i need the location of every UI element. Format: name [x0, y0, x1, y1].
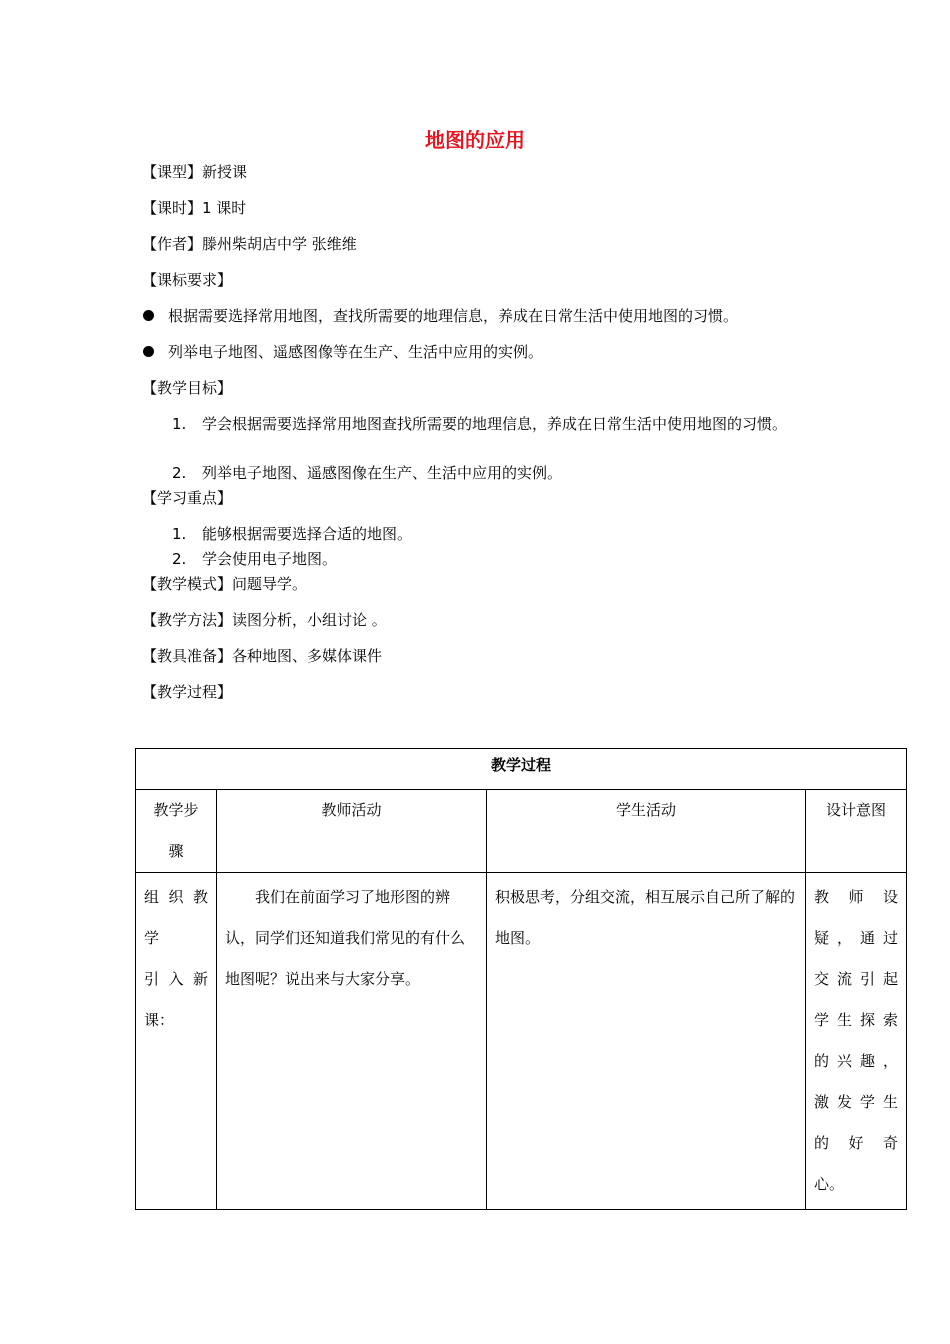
process-heading: 【教学过程】: [142, 683, 233, 701]
focus-number: 1.: [172, 525, 187, 543]
standard-item: [143, 305, 738, 327]
teacher-cell: [217, 873, 487, 1210]
goal-number: 1.: [172, 415, 187, 433]
step-cell: [136, 873, 217, 1210]
table-title: 教学过程: [491, 756, 552, 774]
header-step-text: [136, 790, 216, 872]
class-hours: 【课时】1 课时: [142, 199, 247, 217]
bullet-icon: [143, 310, 154, 321]
standard-text: 根据需要选择常用地图，查找所需要的地理信息，养成在日常生活中使用地图的习惯。: [168, 307, 739, 325]
header-step-line: 教学步: [153, 801, 199, 819]
student-text: 积极思考，分组交流，相互展示自己所了解的地图。: [495, 888, 796, 947]
standards-heading: 【课标要求】: [142, 271, 233, 289]
step-line: 组 织 教: [144, 888, 208, 906]
teaching-method: 【教学方法】读图分析，小组讨论 。: [142, 611, 387, 629]
focus-text: 能够根据需要选择合适的地图。: [202, 525, 413, 543]
goals-heading: 【教学目标】: [142, 379, 233, 397]
intent-line: 的 好 奇: [814, 1134, 899, 1152]
header-teacher: [217, 790, 487, 873]
goal-text: 学会根据需要选择常用地图查找所需要的地理信息，养成在日常生活中使用地图的习惯。: [202, 415, 788, 433]
focus-item: [172, 547, 812, 571]
header-student: [487, 790, 806, 873]
intent-cell: [806, 873, 907, 1210]
table-row: [136, 873, 907, 1210]
intent-text: [806, 873, 906, 1209]
header-step-line: 骤: [168, 842, 184, 860]
table-title-cell: [136, 749, 907, 790]
step-line: 学: [144, 929, 160, 947]
intent-line: 教 师 设: [814, 888, 899, 906]
process-table: [135, 748, 907, 1210]
goal-item: [172, 412, 812, 436]
goal-text: 列举电子地图、遥感图像在生产、生活中应用的实例。: [202, 464, 563, 482]
table-title-row: [136, 749, 907, 790]
intent-line: 心。: [814, 1175, 845, 1193]
author: 【作者】滕州柴胡店中学 张维维: [142, 235, 357, 253]
intent-line: 疑 ， 通 过: [814, 929, 899, 947]
teaching-mode: 【教学模式】问题导学。: [142, 575, 308, 593]
course-type: 【课型】新授课: [142, 163, 248, 181]
goal-item: [172, 461, 812, 485]
teacher-text: 我们在前面学习了地形图的辨认，同学们还知道我们常见的有什么地图呢？说出来与大家分享。: [225, 888, 466, 988]
student-cell: [487, 873, 806, 1210]
header-intent-text: 设计意图: [826, 801, 887, 819]
table-header-row: [136, 790, 907, 873]
focus-item: [172, 522, 812, 546]
step-text: [136, 873, 216, 1045]
step-line: 引 入 新: [144, 970, 208, 988]
focus-number: 2.: [172, 550, 187, 568]
standard-item: [143, 341, 543, 363]
intent-line: 学 生 探 索: [814, 1011, 899, 1029]
teaching-tools: 【教具准备】各种地图、多媒体课件: [142, 647, 383, 665]
header-step: [136, 790, 217, 873]
goal-number: 2.: [172, 464, 187, 482]
header-student-text: 学生活动: [615, 801, 676, 819]
focus-text: 学会使用电子地图。: [202, 550, 338, 568]
step-line: 课：: [144, 1011, 175, 1029]
intent-line: 激 发 学 生: [814, 1093, 899, 1111]
header-intent: [806, 790, 907, 873]
intent-line: 的 兴 趣 ，: [814, 1052, 899, 1070]
intent-line: 交 流 引 起: [814, 970, 899, 988]
standard-text: 列举电子地图、遥感图像等在生产、生活中应用的实例。: [168, 343, 544, 361]
focus-heading: 【学习重点】: [142, 489, 233, 507]
bullet-icon: [143, 346, 154, 357]
page-title: 地图的应用: [425, 128, 525, 152]
header-teacher-text: 教师活动: [321, 801, 382, 819]
